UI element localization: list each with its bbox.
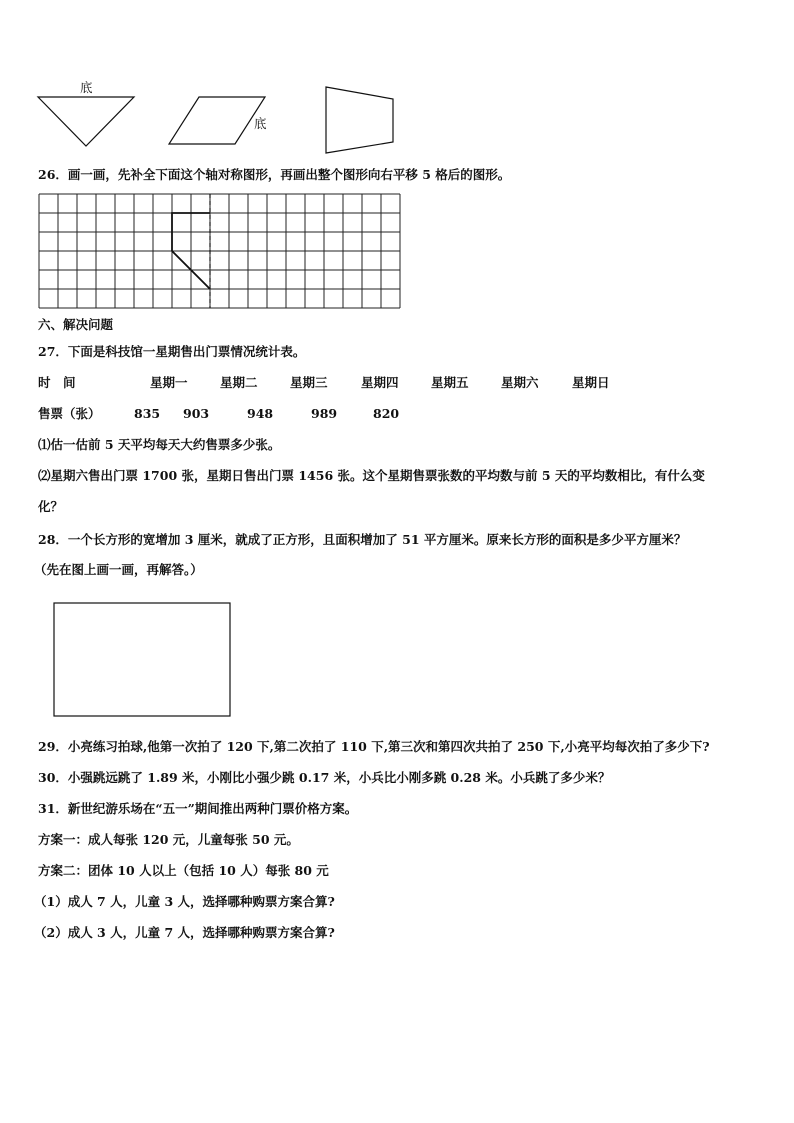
sales-5: 820 bbox=[373, 406, 400, 421]
question-27-part-2-cont: 化？ bbox=[38, 499, 64, 514]
sales-3: 948 bbox=[247, 406, 274, 421]
day-7: 星期日 bbox=[572, 375, 610, 390]
day-4: 星期四 bbox=[361, 375, 399, 390]
sales-2: 903 bbox=[183, 406, 210, 421]
question-27: 27．下面是科技馆一星期售出门票情况统计表。 bbox=[38, 344, 306, 359]
question-31-part-1: （1）成人 7 人，儿童 3 人，选择哪种购票方案合算? bbox=[34, 894, 335, 909]
question-29: 29．小亮练习拍球,他第一次拍了 120 下,第二次拍了 110 下,第三次和第四次共拍了 250 下,小亮平均每次拍了多少下? bbox=[38, 739, 710, 754]
sales-1: 835 bbox=[134, 406, 161, 421]
day-3: 星期三 bbox=[290, 375, 328, 390]
table-header-label: 时 间 bbox=[38, 375, 76, 390]
question-27-part-2: ⑵星期六售出门票 1700 张，星期日售出门票 1456 张。这个星期售票张数的平均数与前 5 天的平均数相比，有什么变 bbox=[38, 468, 705, 483]
day-6: 星期六 bbox=[501, 375, 539, 390]
section-title: 六、解决问题 bbox=[38, 317, 114, 332]
sales-label: 售票（张） bbox=[38, 406, 101, 421]
parallelogram-base-label: 底 bbox=[254, 116, 267, 131]
day-2: 星期二 bbox=[220, 375, 258, 390]
question-28-hint: （先在图上画一画，再解答。） bbox=[34, 562, 203, 577]
question-30: 30．小强跳远跳了 1.89 米，小刚比小强少跳 0.17 米，小兵比小刚多跳 0.28 米。小兵跳了多少米？ bbox=[38, 770, 611, 785]
sales-4: 989 bbox=[311, 406, 338, 421]
day-5: 星期五 bbox=[431, 375, 469, 390]
question-27-part-1: ⑴估一估前 5 天平均每天大约售票多少张。 bbox=[38, 437, 281, 452]
rectangle-shape bbox=[54, 603, 230, 716]
triangle-base-label: 底 bbox=[80, 80, 93, 95]
plan-one: 方案一：成人每张 120 元，儿童每张 50 元。 bbox=[38, 832, 299, 847]
question-31-part-2: （2）成人 3 人，儿童 7 人，选择哪种购票方案合算? bbox=[34, 925, 335, 940]
day-1: 星期一 bbox=[150, 375, 188, 390]
question-31: 31．新世纪游乐场在“五一”期间推出两种门票价格方案。 bbox=[38, 801, 358, 816]
question-26: 26．画一画，先补全下面这个轴对称图形，再画出整个图形向右平移 5 格后的图形。 bbox=[38, 167, 511, 182]
question-28: 28．一个长方形的宽增加 3 厘米，就成了正方形，且面积增加了 51 平方厘米。原来长方形的面积是多少平方厘米？ bbox=[38, 532, 687, 547]
plan-two: 方案二：团体 10 人以上（包括 10 人）每张 80 元 bbox=[38, 863, 329, 878]
